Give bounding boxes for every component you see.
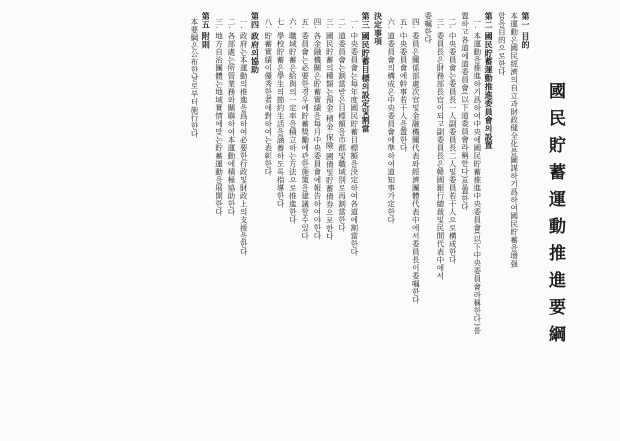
- text-line: 二. 道委員會는割當받은目標額을市郡및職域別로再割當한다: [337, 18, 347, 232]
- document-body: [12, 12, 532, 430]
- article-heading: 第五 附則: [201, 12, 212, 49]
- text-line: 一. 政府는本運動의推進을爲하여必要한行政및財政上의支援을한다: [239, 18, 249, 256]
- text-line: 本運動은國民經濟의自立과財政健全化를圖謀하기爲하여國民貯蓄을增强: [509, 12, 519, 268]
- article-heading: 第三 國民貯蓄目標의設定및割當: [361, 12, 372, 133]
- document-title: 國民貯蓄運動推進要綱: [545, 82, 565, 352]
- text-line: 五. 中央委員會에幹事若干人을置한다: [399, 18, 409, 152]
- text-line: 六. 道委員會의構成은中央委員會에準하여道知事가定한다: [386, 18, 396, 224]
- text-line: 三. 地方自治團體는地域實情에맞는貯蓄運動을展開한다: [214, 18, 224, 216]
- text-line: 一. 本運動을推進하기爲하여中央에國民貯蓄推進中央委員會(以下中央委員會라稱한다)를: [472, 18, 482, 335]
- text-line: 함을目的으로한다: [497, 12, 507, 76]
- section-heading: 決定事項: [373, 12, 384, 46]
- text-line: 二. 中央委員會는委員長一人副委員長二人및委員若干人으로構成한다: [448, 18, 458, 264]
- text-line: 二. 各部處는所管業務와關聯하여本運動에積極協助한다: [226, 18, 236, 216]
- text-line: 四. 委員은關係部處次官및金融機關代表와經濟團體代表中에서委員長이委嘱한다: [411, 18, 421, 304]
- article-heading: 第一 目的: [521, 12, 531, 49]
- text-line: 委嘱한다: [423, 12, 433, 44]
- text-line: 五. 委員會는必要한경우에貯蓄獎勵에관한施策을建議할수있다: [300, 18, 310, 240]
- text-line: 八. 貯蓄實績이優秀한者에對하여는表彰한다: [263, 18, 273, 176]
- text-line: 本要綱은公布한날로부터施行한다: [189, 18, 199, 138]
- text-line: 三. 國民貯蓄의種類는預金·積金·保險·國債및貯蓄債券으로한다: [325, 18, 335, 241]
- text-line: 四. 各金融機關은貯蓄實績을每月中央委員會에報告하여야한다: [312, 18, 322, 240]
- text-line: 六. 職域貯蓄은給與의一定率을積立하는方法으로推進한다: [288, 18, 298, 224]
- text-line: 一. 中央委員會는每年度國民貯蓄目標額을決定하여各道에割當한다: [349, 18, 359, 256]
- article-heading: 第二 國民貯蓄運動推進委員會의設置: [484, 12, 495, 150]
- article-heading: 第四 政府의協助: [250, 12, 261, 74]
- text-line: 七. 學校貯蓄은學生의節約生活을涵養하도록指導한다: [276, 18, 286, 208]
- text-line: 置하고各道에道委員會(以下道委員會라稱한다)를置한다: [460, 12, 470, 211]
- text-line: 三. 委員長은財務部長官이되고副委員長은韓國銀行總裁및民間代表中에서: [435, 18, 445, 280]
